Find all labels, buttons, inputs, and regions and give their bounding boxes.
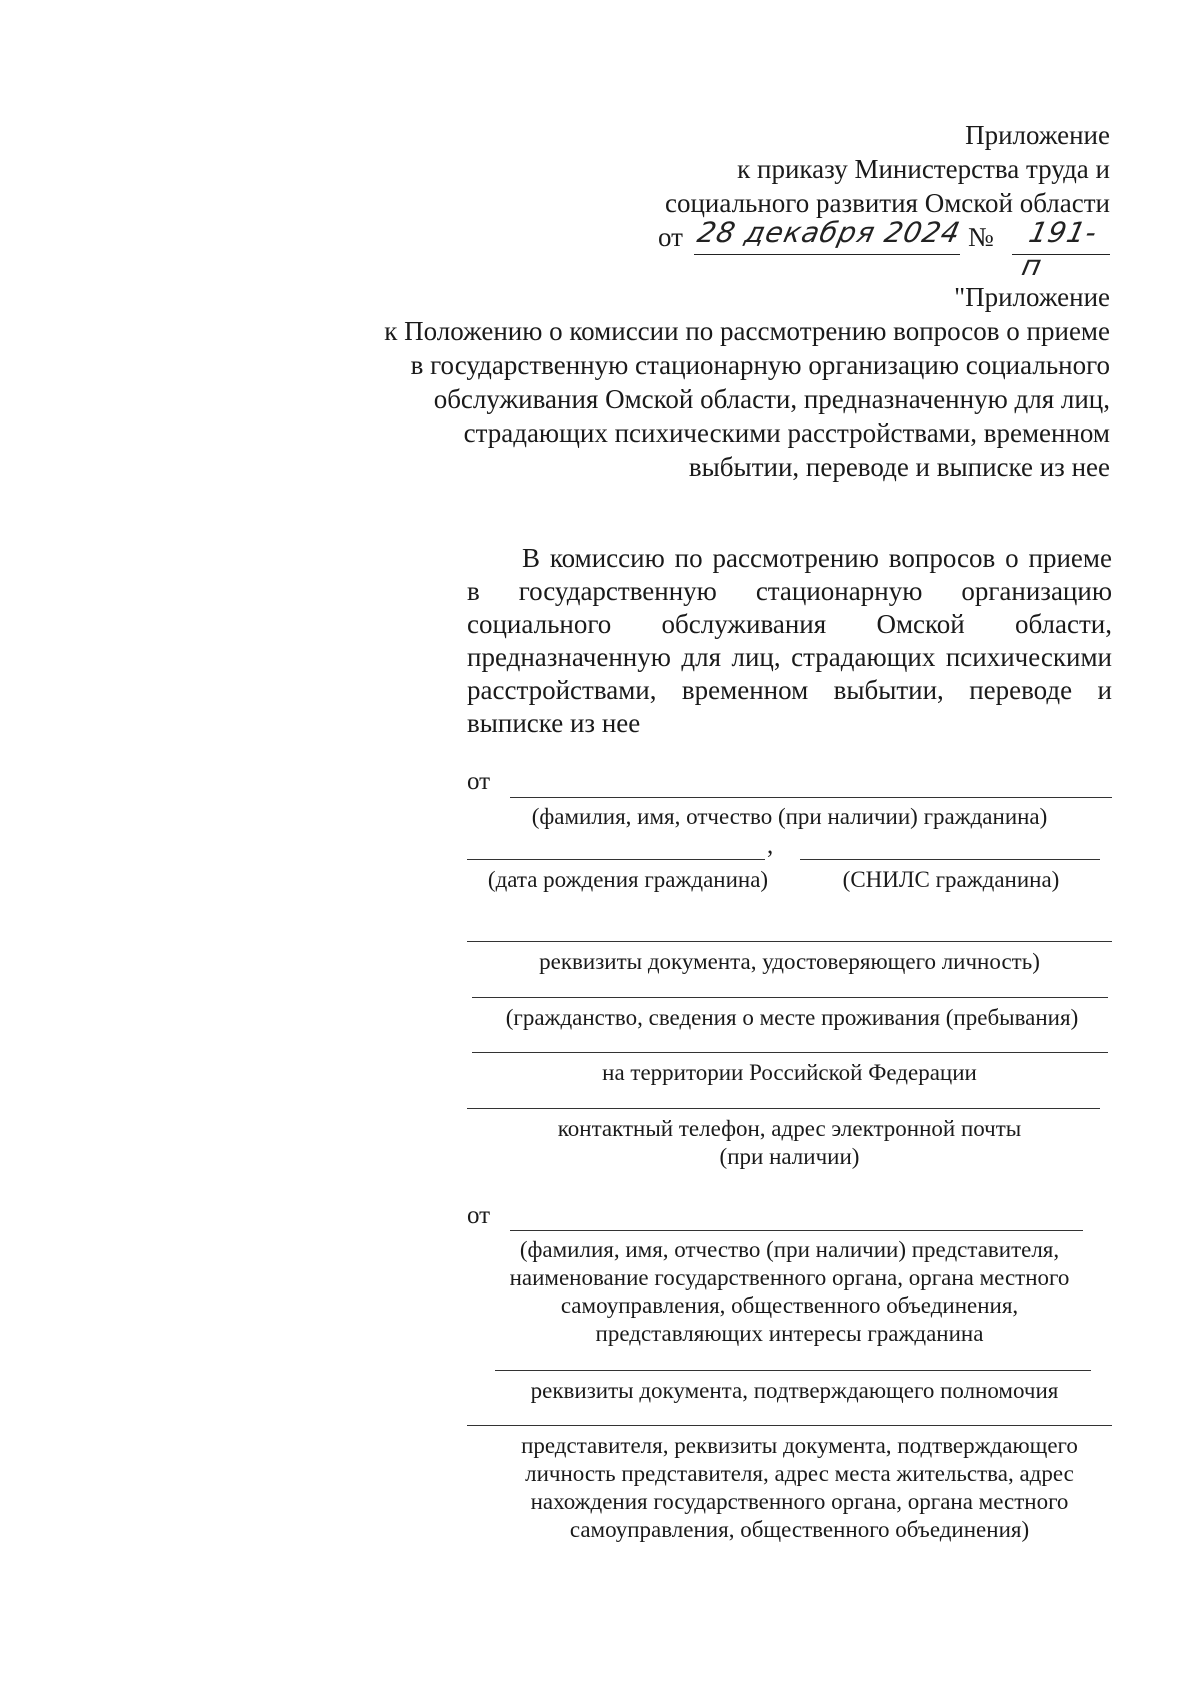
contact-caption: контактный телефон, адрес электронной почты <box>557 1116 1022 1141</box>
authority-document-caption: реквизиты документа, подтверждающего полномочия <box>530 1378 1059 1403</box>
number-prefix: № <box>968 222 994 252</box>
appendix-label: Приложение <box>965 120 1110 150</box>
date-prefix: от <box>658 222 683 252</box>
date-underline <box>694 254 960 255</box>
citizen-name-field[interactable] <box>510 797 1112 798</box>
representative-from-label: от <box>467 1202 491 1229</box>
authority-document-field[interactable] <box>495 1370 1091 1371</box>
citizenship-caption: (гражданство, сведения о месте проживания (пребывания) <box>505 1005 1079 1030</box>
appendix-title-line: "Приложение <box>954 282 1110 312</box>
birth-date-field[interactable] <box>467 859 765 860</box>
contact-caption-note: (при наличии) <box>719 1144 860 1169</box>
handwritten-number: 191-п <box>1018 216 1101 282</box>
appendix-title-line: выбытии, переводе и выписке из нее <box>688 452 1110 482</box>
appendix-title <box>310 280 1110 484</box>
appendix-title-line: в государственную стационарную организацию социального <box>410 350 1110 380</box>
representative-details-caption: нахождения государственного органа, органа местного <box>530 1489 1069 1514</box>
citizenship-field[interactable] <box>472 997 1108 998</box>
representative-details-caption: представителя, реквизиты документа, подтверждающего <box>521 1433 1078 1458</box>
order-reference-line1: к приказу Министерства труда и <box>737 154 1110 184</box>
representative-caption: самоуправления, общественного объединения, <box>560 1293 1019 1318</box>
representative-details-field[interactable] <box>467 1425 1112 1426</box>
representative-caption: (фамилия, имя, отчество (при наличии) представителя, <box>519 1237 1060 1262</box>
order-date-number <box>658 216 1110 282</box>
from-label: от <box>467 768 491 795</box>
citizen-name-caption: (фамилия, имя, отчество (при наличии) гражданина) <box>531 804 1048 829</box>
birth-date-caption: (дата рождения гражданина) <box>487 867 769 892</box>
number-underline <box>1012 254 1110 255</box>
appendix-title-line: к Положению о комиссии по рассмотрению вопросов о приеме <box>384 316 1110 346</box>
snils-caption: (СНИЛС гражданина) <box>842 867 1060 892</box>
contact-field[interactable] <box>467 1108 1100 1109</box>
order-reference-line2: социального развития Омской области <box>664 188 1110 218</box>
representative-name-field[interactable] <box>510 1230 1083 1231</box>
identity-document-caption: реквизиты документа, удостоверяющего личность) <box>539 949 1040 974</box>
handwritten-date: 28 декабря 2024 <box>694 216 964 249</box>
residence-field[interactable] <box>472 1052 1108 1053</box>
identity-document-field[interactable] <box>467 941 1112 942</box>
territory-caption: на территории Российской Федерации <box>602 1060 977 1085</box>
representative-caption: наименование государственного органа, органа местного <box>509 1265 1070 1290</box>
snils-field[interactable] <box>800 859 1100 860</box>
addressee-block: В комиссию по рассмотрению вопросов о приеме в государственную стационарную организацию социального обслуживания Омской области, предназначенную для лиц, страдающих психическими расстройствами, временном выбытии, переводе и выписке из нее <box>467 543 1112 738</box>
representative-caption: представляющих интересы гражданина <box>595 1321 984 1346</box>
representative-details-caption: личность представителя, адрес места жительства, адрес <box>525 1461 1074 1486</box>
representative-details-caption: самоуправления, общественного объединения) <box>569 1517 1030 1542</box>
appendix-title-line: обслуживания Омской области, предназначенную для лиц, <box>433 384 1110 414</box>
comma-separator: , <box>767 832 774 859</box>
appendix-title-line: страдающих психическими расстройствами, временном <box>463 418 1110 448</box>
